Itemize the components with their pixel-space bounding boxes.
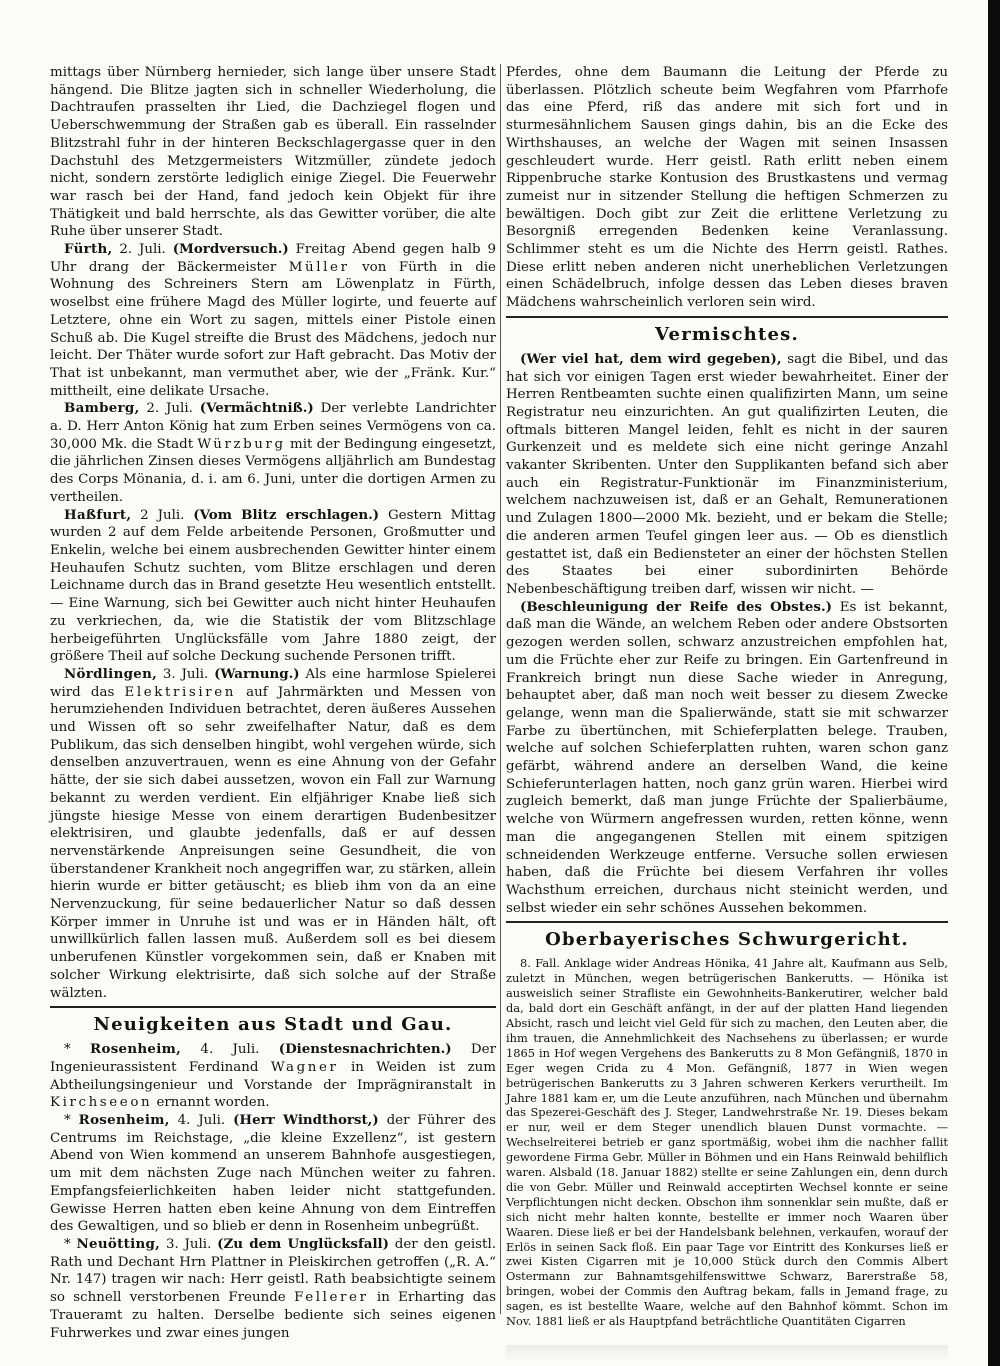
section-title-vermischtes: Vermischtes. [655,323,799,345]
article-text: sagt die Bibel, und das hat sich vor einigen Tagen erst wieder bewahrheitet. Einer der Herren Rentbeamten suchte einen qualifizirten Mann, um seine Registratur neu einzurichten. An gut qualifizirten Leuten, die oftmals bitteren Mangel leiden, fehlt es nicht in der sauren Gurkenzeit und es meldete sich eine nicht geringe Anzahl vakanter Skribenten. Unter den Supplikanten befand sich aber auch ein Registratur-Funktionär im Finanzministerium, welchem nachzuweisen ist, daß er an Gehalt, Remunerationen und Zulagen 1800—2000 Mk. bezieht, und er bekam die Stelle; die anderen armen Teufel gingen leer aus. — Ob es dienstlich gestattet ist, daß ein Bediensteter an einer der höchsten Stellen des Staates bei einer subordinirten Behörde Nebenbeschäftigung treiben darf, wissen wir nicht. — [506,351,948,597]
item-star: * [64,1237,77,1252]
article-rosenheim-1 [50,1041,496,1112]
right-column [506,64,948,1329]
article-bamberg [50,400,496,506]
dateline-place: Bamberg, [64,400,140,417]
dateline-place: Fürth, [64,241,113,258]
article-text: ernannt worden. [152,1095,270,1111]
section-rule [506,316,948,318]
dateline-date: 2. Juli. [139,401,200,417]
article-text: Freitag Abend gegen halb 9 Uhr drang der Bäckermeister [50,242,496,275]
article-rubric: (Vermächtniß.) [199,400,314,417]
left-column [50,64,496,1342]
spaced-name: Fellerer [294,1290,369,1306]
dateline-place: Rosenheim, [90,1041,182,1058]
article-rubric: (Zu dem Unglücksfall) [217,1236,389,1252]
article-nuernberg-storm: mittags über Nürnberg hernieder, sich lange über unsere Stadt hängend. Die Blitze jagten sich in schneller Wiederholung, die Dachtraufen prasselten ihr Lied, die Dachziegel flogen und Ueberschwemmung der Straßen gab es überall. Ein rasselnder Blitzstrahl fuhr in der hinteren Beckschlagergasse quer in den Dachstuhl des Metzgermeisters Witzmüller, zündete jedoch nicht, sondern zerstörte lediglich einige Ziegel. Die Feuerwehr war rasch bei der Hand, fand jedoch kein Objekt für ihre Thätigkeit und bald herrschte, als das Gewitter vorüber, die alte Ruhe über unserer Stadt. [50,65,496,240]
item-star: * [64,1113,79,1129]
dateline-date: 3. Juli. [160,1237,218,1252]
section-title-neuigkeiten: Neuigkeiten aus Stadt und Gau. [93,1014,453,1036]
article-schwurgericht-fall-8: 8. Fall. Anklage wider Andreas Hönika, 41 Jahre alt, Kaufmann aus Selb, zuletzt in München, wegen betrügerischen Bankerutts. — Hönika ist ausweislich seiner Strafliste ein Gewohnheits-Bankerutirer, welcher bald da, bald dort ein Geschäft anfängt, in der auf der platten Hand liegenden Absicht, rasch und leicht viel Geld für sich zu machen, den Leuten aber, die ihm trauen, die Annehmlichkeit des Nachsehens zu überlassen; er wurde 1865 in Hof wegen Vergehens des Bankerutts zu 8 Mon Gefängniß, 1870 in Eger wegen Crida zu 4 Mon. Gefängniß, 1877 in Wien wegen betrügerischen Bankerutts zu 3 Jahren schweren Kerkers verurtheilt. Im Jahre 1881 kam er, um die Leute anzuführen, nach München und übernahm das Spezerei-Geschäft des J. Steger, Landwehrstraße Nr. 19. Dieses bekam er nur, weil er dem Steger unendlich blauen Dunst vormachte. — Wechselreiterei betrieb er ganz sportmäßig, wobei ihm die nachher fallit gewordene Firma Gebr. Müller in Böhmen und ein Hans Reinwald behilflich waren. Alsbald (18. Januar 1882) stellte er seine Zahlungen ein, denn durch die von Gebr. Müller und Reinwald acceptirten Wechsel konnte er seine Verpflichtungen nicht decken. Obschon ihm sonnenklar sein mußte, daß er sich nicht mehr halten konnte, bestellte er immer noch Waaren über Waaren. Diese ließ er bei der Handelsbank belehnen, verkaufen, worauf der Erlös in seinen Sack floß. Ein paar Tage vor Eintritt des Konkurses ließ er zwei Kisten Cigarren mit je 10,000 Stück durch den Commis Albert Ostermann zur Bahnamtsgehilfenswittwe Schwarz, Barerstraße 58, bringen, wobei der Commis den Auftrag bekam, falls in Jemand frage, zu sagen, es ist bestellte Waare, welche auf den Bahnhof kömmt. Schon im Nov. 1881 ließ er als Hauptpfand beträchtliche Quantitäten Cigarren [506,956,948,1329]
spaced-name: Würzburg [197,436,286,452]
section-title-schwurgericht: Oberbayerisches Schwurgericht. [545,929,909,951]
article-text: der den geistl. Rath und Dechant Hrn Plattner in Pleiskirchen getroffen („R. A.“ Nr. 147) tragen wir nach: Herr geistl. Rath beabsichtigte seinem so schnell verstorbenen Freunde [50,1237,496,1306]
dateline-date: 3. Juli. [157,666,215,682]
dateline-date: 2 Juli. [131,507,194,523]
article-wer-viel-hat [506,351,948,599]
article-rubric: (Warnung.) [214,665,300,682]
article-fuerth [50,241,496,400]
article-rubric: (Vom Blitz erschlagen.) [193,506,380,523]
article-rubric: (Dienstesnachrichten.) [278,1041,452,1058]
article-hassfurt [50,507,496,666]
spaced-name: Wagner [270,1059,339,1075]
dateline-date: 4. Juli. [169,1113,234,1129]
article-text: Es ist bekannt, daß man die Wände, an welchem Reben oder andere Obstsorten gezogen werden sollen, schwarz anzustreichen empfohlen hat, um die Früchte eher zur Reife zu bringen. Ein Gartenfreund in Frankreich bringt nun diese Sache wieder in Anregung, behauptet aber, daß man noch weit besser zu diesem Zwecke gelange, wenn man die Spalierwände, statt sie mit schwarzer Farbe zu übertünchen, mit Schieferplatten belege. Trauben, welche auf solchen Schieferplatten ruhten, waren schon ganz gefärbt, während andere an derselben Wand, die keine Schieferunterlagen hatten, noch ganz grün waren. Hierbei wird zugleich bemerkt, daß man junge Früchte der Spalierbäume, welche von Würmern angefressen wurden, retten könne, wenn man die angegangenen Stellen mit einem spitzigen schneidenden Werkzeuge entferne. Versuche sollen erwiesen haben, daß die Früchte bei diesem Verfahren ihr volles Wachsthum erreichen, durchaus nicht steinicht werden, und selbst wieder ein sehr schönes Aussehen bekommen. [506,599,948,916]
article-text: Der Ingenieurassistent Ferdinand [50,1042,496,1075]
section-rule [506,921,948,923]
article-text: in Weiden ist zum Abtheilungsingenieur und Vorstande der Imprägniranstalt in [50,1059,497,1093]
article-noerdlingen [50,666,496,1002]
spaced-name: Kirchseeon [50,1095,153,1111]
dateline-place: Neuötting, [76,1236,161,1252]
spaced-name: Müller [288,259,350,275]
scan-edge [988,0,1000,1366]
column-divider [500,64,501,1314]
article-text: in Erharting das Traueramt zu halten. Derselbe bediente sich seines eigenen Fuhrwerkes und zwar eines jungen [50,1290,496,1341]
article-neuoetting-continued: Pferdes, ohne dem Baumann die Leitung der Pferde zu überlassen. Plötzlich scheute beim Wegfahren vom Pfarrhofe das eine Pferd, riß das andere mit sich fort und in sturmesähnlichem Sausen gings dahin, bis an die Ecke des Wirthshauses, an welche der Wagen mit seinen Insassen geschleudert wurde. Herr geistl. Rath erlitt neben einem Rippenbruche starke Kontusion des Brustkastens und vermag zumeist nur in sitzender Stellung die heftigen Schmerzen zu bewältigen. Doch gibt zur Zeit die erlittene Verletzung zu Besorgniß erregenden Bedenken keine Veranlassung. Schlimmer steht es um die Nichte des Herrn geistl. Rathes. Diese erlitt neben anderen nicht unerheblichen Verletzungen einen Schädelbruch, infolge dessen das Leben dieses braven Mädchens wahrscheinlich verloren sein wird. [506,65,948,311]
article-rubric: (Beschleunigung der Reife des Obstes.) [520,598,832,615]
article-text: Gestern Mittag wurden 2 auf dem Felde arbeitende Personen, Großmutter und Enkelin, welche bei einem ausbrechenden Gewitter hinter einem Heuhaufen Schutz suchten, vom Blitze erschlagen und deren Leichname durch das in Brand gesetzte Heu wesentlich entstellt. — Eine Warnung, sich bei Gewitter auch nicht hinter Heuhaufen zu verkriechen, da, wie die Statistik der vom Blitzschlage herbeigeführten Unglücksfälle vom Jahre 1880 zeigt, der größere Theil auf solche Deckung suchende Personen trifft. [50,507,496,665]
article-rubric: (Herr Windthorst,) [233,1112,379,1129]
dateline-place: Haßfurt, [64,506,132,523]
item-star: * [64,1042,91,1058]
article-text: Der verlebte Landrichter a. D. Herr Anton König hat zum Erben seines Vermögens von ca. 30,000 Mk. die Stadt [50,401,496,452]
section-rule [50,1006,496,1008]
article-obst-reife [506,599,948,918]
dateline-date: 2. Juli. [112,242,173,258]
article-text: auf Jahrmärkten und Messen von herumziehenden Individuen betrachtet, deren äußeres Aussehen und Wissen oft so sehr zweifelhafter Natur, daß es dem Publikum, das sich denselben hingibt, wohl vergehen würde, sich denselben anzuvertrauen, wenn es eine Ahnung von der Gefahr hätte, der sie sich dabei aussetzen, wovon ein Fall zur Warnung bekannt zu werden verdient. Ein elfjähriger Knabe ließ sich jüngste hiesige Messe von einem derartigen Budenbesitzer elektrisiren, und glaubte jedenfalls, daß er auf dessen nervenstärkende Anpreisungen seine Gesundheit, die von überstandener Krankheit noch angegriffen war, zu stärken, allein hierin wurde er bitter getäuscht; es blieb ihm von da an eine Nervenzuckung, für seine bedauerlicher Natur so daß dessen Körper immer in Unruhe ist und was er in Händen hält, oft unwillkürlich fallen lassen muß. Außerdem soll es bei diesem unberufenen Künstler vorgekommen sein, daß er Knaben mit solcher Wirkung elektrisirte, daß sich solche auf der Straße wälzten. [50,684,496,1001]
article-rubric: (Wer viel hat, dem wird gegeben), [520,350,782,367]
dateline-place: Rosenheim, [78,1112,170,1129]
article-text: der Führer des Centrums im Reichstage, „die kleine Exzellenz“, ist gestern Abend von Wien kommend an unserem Bahnhofe ausgestiegen, um mit dem nächsten Zuge nach München weiter zu fahren. Empfangsfeierlichkeiten haben leider nicht stattgefunden. Gewisse Herren hatten eben keine Ahnung von dem Eintreffen des Gewaltigen, und so blieb er denn in Rosenheim unbegrüßt. [50,1113,496,1235]
spaced-name: Elektrisiren [124,684,236,700]
dateline-date: 4. Juli. [181,1042,279,1058]
dateline-place: Nördlingen, [64,665,158,682]
article-text: mit der Bedingung eingesetzt, die jährlichen Zinsen dieses Vermögens alljährlich am Bundestag des Corps Mönania, d. i. am 6. Juni, unter die dortigen Armen zu vertheilen. [50,436,497,505]
scan-smudge [506,1345,948,1359]
article-rubric: (Mordversuch.) [172,241,289,258]
article-text: von Fürth in die Wohnung des Schreiners Stern am Löwenplatz in Fürth, woselbst eine frühere Magd des Müller logirte, und feuerte auf Letztere, ohne ein Wort zu sagen, mittels einer Pistole einen Schuß ab. Die Kugel streifte die Brust des Mädchens, jedoch nur leicht. Der Thäter wurde sofort zur Haft gebracht. Das Motiv der That ist unbekannt, man vermuthet aber, wie der „Fränk. Kur.“ mittheilt, eine delikate Ursache. [50,259,496,399]
article-neuoetting [50,1236,496,1342]
article-rosenheim-2 [50,1112,496,1236]
article-text: Als eine harmlose Spielerei wird das [50,666,496,700]
